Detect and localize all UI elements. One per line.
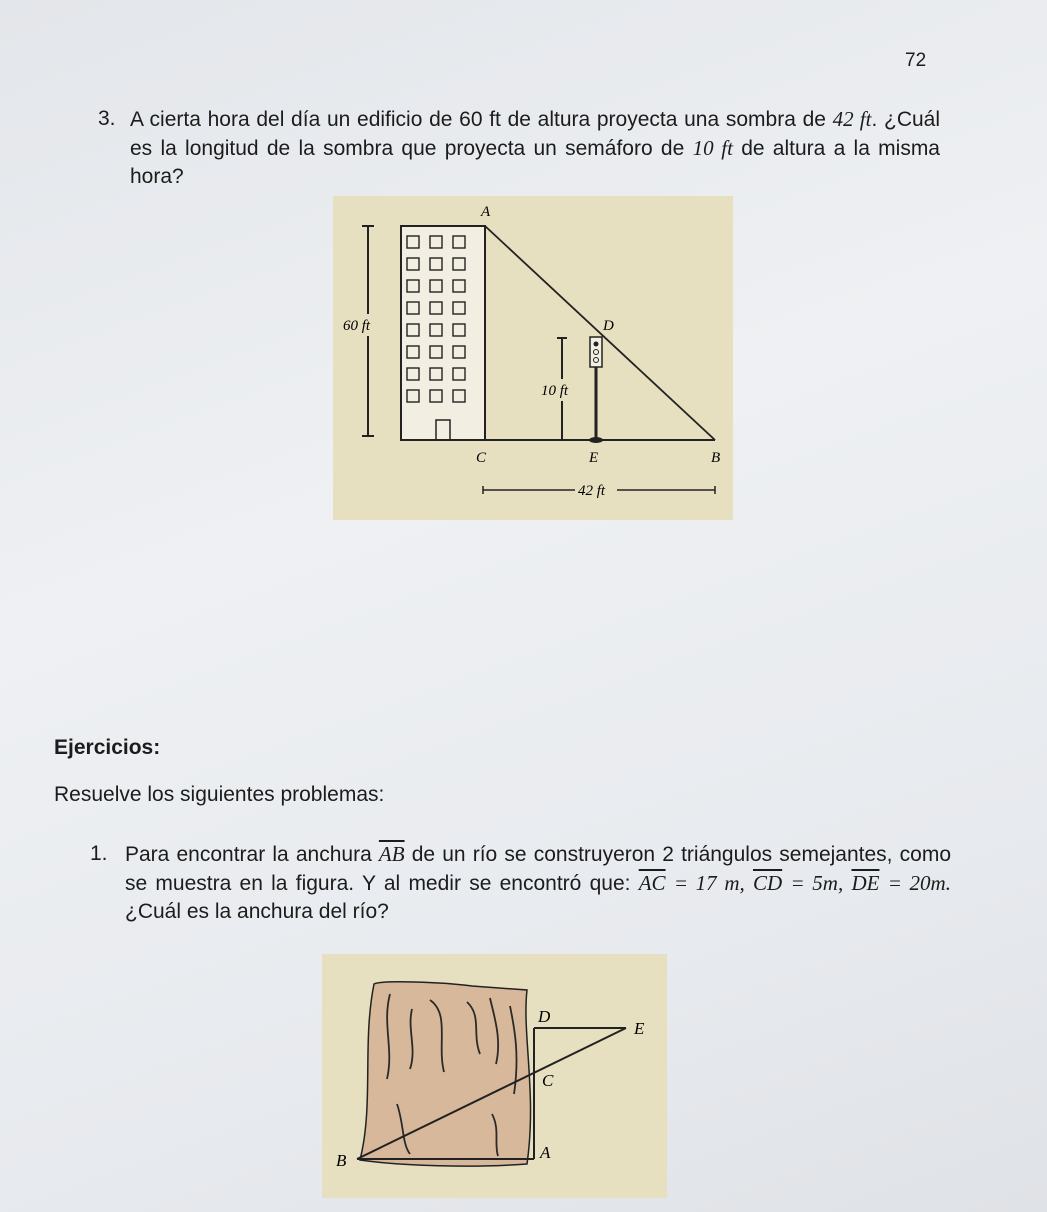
exercises-heading: Ejercicios: bbox=[54, 736, 161, 759]
exercises-instructions: Resuelve los siguientes problemas: bbox=[54, 783, 385, 806]
traffic-light-base bbox=[589, 437, 603, 443]
point-E-label: E bbox=[589, 450, 599, 466]
problem-3-text-a: A cierta hora del día un edificio de 60 ft de altura proyecta una sombra de bbox=[130, 108, 826, 131]
building-height-label: 60 ft bbox=[343, 318, 371, 334]
river-point-C-label: C bbox=[542, 1071, 554, 1090]
problem-3-light-value: 10 ft bbox=[692, 136, 733, 160]
river-point-E-label: E bbox=[634, 1019, 645, 1038]
river-region bbox=[360, 982, 531, 1166]
problem-1-text bbox=[125, 840, 951, 926]
problem-1-text-a: Para encontrar la anchura bbox=[125, 843, 372, 866]
traffic-light-lamp-red bbox=[594, 342, 599, 347]
point-B-label: B bbox=[711, 450, 721, 466]
equation-DE: = 20m. bbox=[887, 871, 951, 895]
building-shadow-figure bbox=[333, 196, 733, 520]
problem-1-question: ¿Cuál es la anchura del río? bbox=[125, 900, 389, 923]
light-height-label: 10 ft bbox=[541, 383, 569, 399]
equation-CD: = 5m, bbox=[790, 871, 844, 895]
building-shadow-diagram bbox=[333, 196, 733, 520]
segment-CD: $\overline{CD}$ bbox=[753, 871, 783, 895]
page-number: 72 bbox=[905, 50, 927, 71]
segment-DE: $\overline{DE}$ bbox=[851, 871, 880, 895]
problem-3-shadow-value: 42 ft bbox=[832, 107, 872, 131]
problem-3-text bbox=[130, 105, 940, 191]
river-triangles-diagram bbox=[322, 954, 667, 1198]
problem-3-text-b: . ¿Cuál es la longitud de la sombra que proyecta un semáforo de bbox=[130, 108, 941, 160]
problem-3-text-c: de altura a la misma hora? bbox=[130, 137, 940, 188]
segment-AB: $\overline{AB}$ bbox=[378, 842, 405, 866]
problem-1-number: 1. bbox=[90, 842, 108, 865]
problem-3-number: 3. bbox=[98, 107, 116, 130]
point-C-label: C bbox=[476, 450, 487, 466]
river-point-B-label: B bbox=[336, 1151, 347, 1170]
shadow-length-label: 42 ft bbox=[578, 483, 606, 499]
segment-AC: $\overline{AC}$ bbox=[638, 871, 666, 895]
point-D-label: D bbox=[603, 318, 614, 334]
river-point-A-label: A bbox=[540, 1143, 551, 1162]
point-A-label: A bbox=[481, 204, 491, 220]
river-figure bbox=[322, 954, 667, 1198]
river-point-D-label: D bbox=[538, 1007, 551, 1026]
sun-ray-line bbox=[485, 226, 715, 440]
problem-1-text-b: de un río se construyeron 2 triángulos semejantes, como se muestra en la figura. Y al medir se encontró que: bbox=[125, 843, 951, 895]
equation-AC: = 17 m, bbox=[673, 871, 745, 895]
